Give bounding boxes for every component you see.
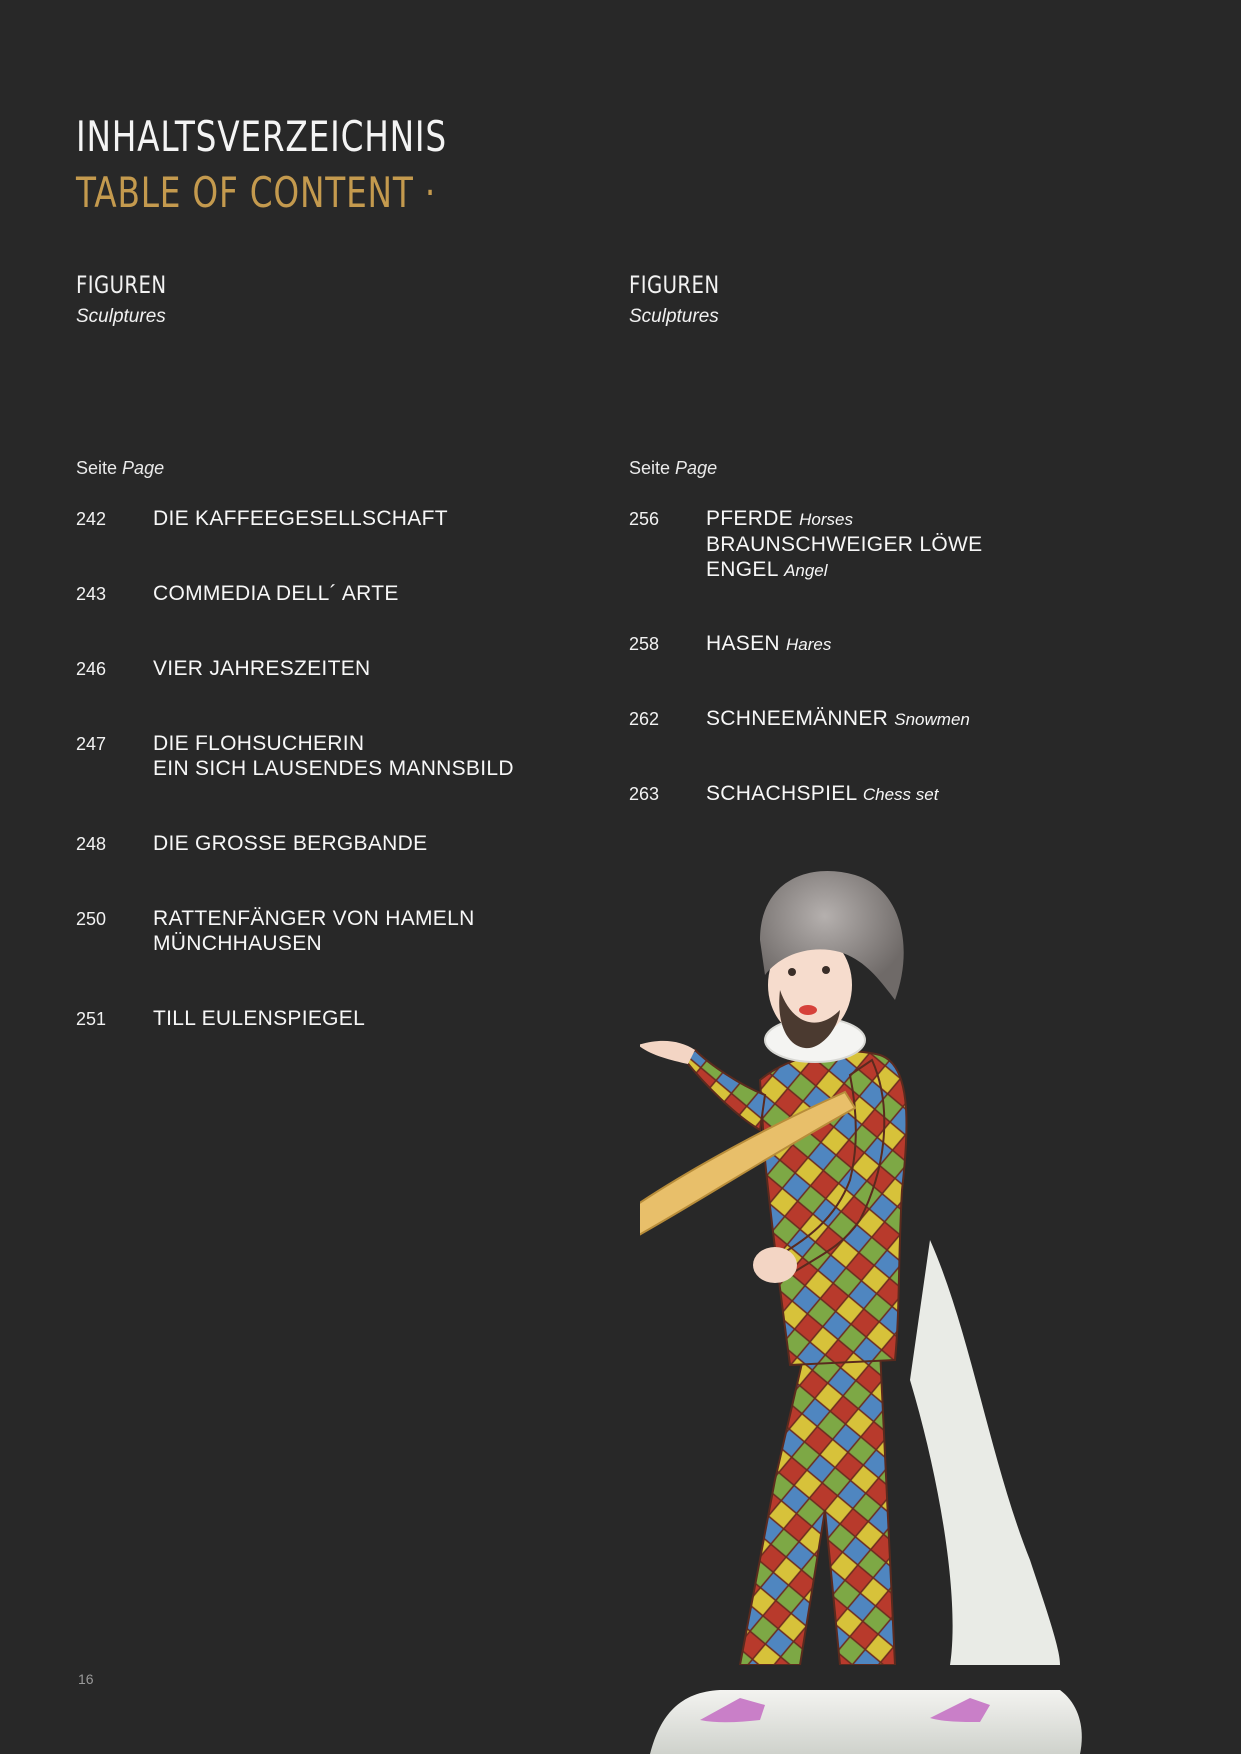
toc-entry-title: ENGEL [706, 558, 778, 581]
toc-entry-titles [153, 906, 475, 956]
left-section-subheading: Sculptures [76, 306, 166, 327]
figurine-hand [753, 1247, 797, 1283]
toc-entry-titles [706, 631, 831, 657]
toc-page-number: 248 [76, 834, 107, 854]
toc-entry-title: BRAUNSCHWEIGER LÖWE [706, 533, 983, 556]
toc-entry-translation: Angel [784, 561, 828, 580]
figurine-base [650, 1690, 1082, 1754]
label-page: Page [122, 458, 165, 478]
page-number: 16 [78, 1671, 94, 1687]
label-seite: Seite [629, 458, 671, 478]
toc-entry[interactable] [629, 631, 831, 657]
figurine-legs [740, 1350, 895, 1665]
toc-entry-titles [706, 781, 938, 807]
toc-page-number: 243 [76, 584, 107, 604]
figurine-arm [685, 1050, 765, 1130]
figurine-hand [640, 1041, 695, 1064]
toc-entry[interactable] [629, 781, 938, 807]
toc-entry[interactable] [76, 906, 475, 956]
toc-entry-title: HASEN [706, 632, 780, 655]
toc-entry-titles [153, 731, 514, 781]
label-seite: Seite [76, 458, 118, 478]
toc-page-number: 250 [76, 909, 107, 929]
toc-entry-translation: Horses [799, 510, 853, 529]
toc-entry-title: DIE KAFFEEGESELLSCHAFT [153, 507, 448, 530]
toc-page-number: 256 [629, 509, 660, 529]
toc-entry-line [706, 781, 938, 807]
toc-entry[interactable] [76, 831, 427, 856]
toc-page-number: 246 [76, 659, 107, 679]
page-subtitle: TABLE OF CONTENT · [76, 168, 437, 217]
left-page-column-label [76, 458, 164, 479]
toc-entry[interactable] [76, 1006, 365, 1031]
toc-entry-title: RATTENFÄNGER VON HAMELN [153, 907, 475, 930]
toc-entry-translation: Hares [786, 635, 832, 654]
toc-entry[interactable] [76, 506, 448, 531]
left-section-heading: FIGUREN [76, 271, 167, 299]
toc-entry-title: COMMEDIA DELL´ ARTE [153, 582, 399, 605]
toc-entry-translation: Snowmen [894, 710, 970, 729]
toc-entry[interactable] [76, 581, 399, 606]
toc-entry-titles [706, 706, 970, 732]
toc-page-number: 258 [629, 634, 660, 654]
toc-entry[interactable] [629, 506, 982, 583]
label-page: Page [675, 458, 718, 478]
toc-entry[interactable] [76, 731, 514, 781]
toc-entry-title: SCHNEEMÄNNER [706, 707, 889, 730]
right-section-heading: FIGUREN [629, 271, 720, 299]
toc-entry-titles [706, 506, 982, 583]
toc-entry-title: TILL EULENSPIEGEL [153, 1007, 366, 1030]
toc-entry[interactable] [76, 656, 370, 681]
toc-entry-line [706, 506, 982, 532]
toc-entry-titles [153, 581, 399, 606]
toc-entry-title: DIE FLOHSUCHERIN [153, 732, 365, 755]
toc-entry-titles [153, 1006, 365, 1031]
toc-entry-line [706, 706, 970, 732]
toc-entry-translation: Chess set [862, 785, 939, 804]
toc-page-number: 263 [629, 784, 660, 804]
toc-page-number: 242 [76, 509, 107, 529]
toc-entry[interactable] [629, 706, 970, 732]
toc-entry-title: SCHACHSPIEL [706, 782, 857, 805]
toc-entry-titles [153, 506, 448, 531]
figurine-mouth [799, 1005, 817, 1015]
toc-entry-line [706, 532, 982, 557]
right-section-subheading: Sculptures [629, 306, 719, 327]
page-title: INHALTSVERZEICHNIS [76, 112, 447, 161]
toc-entry-title: MÜNCHHAUSEN [153, 932, 322, 955]
porcelain-support [910, 1240, 1060, 1665]
toc-page-number: 247 [76, 734, 107, 754]
toc-page-number: 262 [629, 709, 660, 729]
harlequin-figurine-image [640, 860, 1100, 1754]
toc-entry-title: VIER JAHRESZEITEN [153, 657, 371, 680]
right-page-column-label [629, 458, 717, 479]
toc-entry-titles [153, 831, 427, 856]
toc-entry-line [706, 631, 831, 657]
toc-page-number: 251 [76, 1009, 107, 1029]
toc-entry-titles [153, 656, 370, 681]
toc-entry-title: DIE GROSSE BERGBANDE [153, 832, 428, 855]
toc-entry-line [706, 557, 982, 583]
toc-entry-title: EIN SICH LAUSENDES MANNSBILD [153, 757, 514, 780]
toc-entry-title: PFERDE [706, 507, 793, 530]
